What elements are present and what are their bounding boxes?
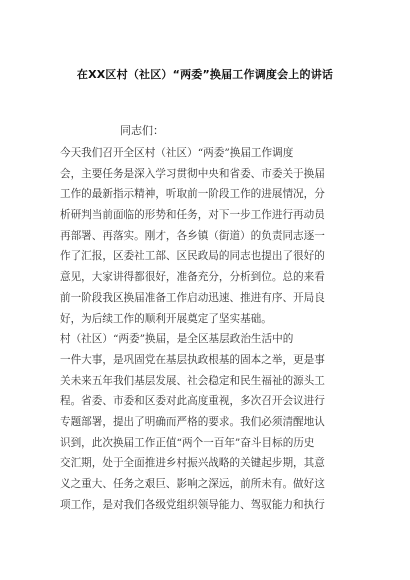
body-line: 村（社区）“两委”换届，是全区基层政治生活中的 — [60, 333, 294, 346]
body-line: 析研判当前面临的形势和任务，对下一步工作进行再动员 — [60, 209, 325, 222]
body-line: 前一阶段我区换届准备工作启动迅速、推进有序、开局良 — [60, 291, 325, 304]
body-line: 关未来五年我们基层发展、社会稳定和民生福祉的源头工 — [60, 374, 325, 387]
body-line: 专题部署，提出了明确而严格的要求。我们必须清醒地认 — [60, 415, 325, 428]
body-line: 好，为后续工作的顺利开展奠定了坚实基础。 — [60, 312, 272, 325]
body-line: 工作的最新指示精神，听取前一阶段工作的进展情况，分 — [60, 188, 325, 201]
body-line: 再部署、再落实。刚才，各乡镇（街道）的负责同志逐一 — [60, 229, 325, 242]
body-line: 义之重大、任务之艰巨、影响之深远，前所未有。做好这 — [60, 478, 325, 490]
document-title: 在XX区村（社区）“两委”换届工作调度会上的讲话 — [76, 68, 334, 81]
body-line: 今天我们召开全区村（社区）“两委”换届工作调度 — [60, 147, 294, 159]
body-line: 意见，大家讲得都很好，准备充分，分析到位。总的来看 — [60, 271, 325, 284]
body-line: 一件大事，是巩固党在基层执政根基的固本之举，更是事 — [60, 353, 325, 366]
body-line: 交汇期，处于全面推进乡村振兴战略的关键起步期，其意 — [60, 457, 325, 470]
body-line: 项工作，是对我们各级党组织领导能力、驾驭能力和执行 — [60, 498, 325, 511]
body-line: 程。省委、市委和区委对此高度重视，多次召开会议进行 — [60, 395, 325, 408]
salutation: 同志们： — [120, 124, 164, 137]
body-line: 识到，此次换届工作正值“两个一百年”奋斗目标的历史 — [60, 436, 315, 449]
body-line: 作了汇报，区委社工部、区民政局的同志也提出了很好的 — [60, 250, 325, 263]
body-text — [60, 143, 360, 515]
body-line: 会，主要任务是深入学习贯彻中央和省委、市委关于换届 — [60, 167, 325, 180]
